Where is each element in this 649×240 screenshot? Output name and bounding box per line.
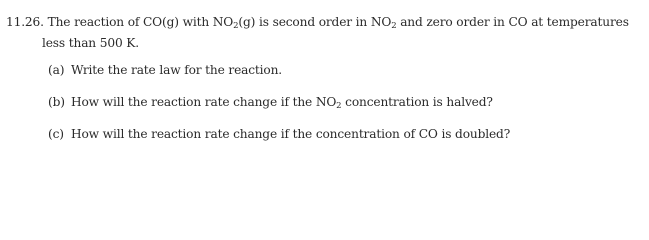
problem-number: 11.26. xyxy=(6,15,44,29)
part-b xyxy=(48,94,510,110)
part-b-text-a: How will the reaction rate change if the NO xyxy=(71,95,337,109)
subscript-2: 2 xyxy=(391,21,397,31)
problem-stem-line-2: less than 500 K. xyxy=(42,36,139,50)
part-a xyxy=(48,62,510,78)
subscript-2: 2 xyxy=(336,101,342,111)
part-c xyxy=(48,126,510,142)
part-a-letter: (a) xyxy=(48,63,65,77)
part-b-letter: (b) xyxy=(48,95,65,109)
part-b-text-c: concentration is halved? xyxy=(341,95,493,109)
subscript-2: 2 xyxy=(233,21,239,31)
stem-text-1c: (g) is second order in NO xyxy=(238,15,392,29)
part-c-text: How will the reaction rate change if the concentration of CO is doubled? xyxy=(71,127,511,141)
part-a-text: Write the rate law for the reaction. xyxy=(71,63,283,77)
part-c-letter: (c) xyxy=(48,127,64,141)
problem-parts-list xyxy=(48,62,510,158)
problem-11-26 xyxy=(6,0,646,51)
stem-text-1a: The reaction of CO(g) with NO xyxy=(47,15,234,29)
stem-text-1e: and zero order in CO at temperatures xyxy=(396,15,629,29)
problem-stem-line-1 xyxy=(6,14,646,30)
